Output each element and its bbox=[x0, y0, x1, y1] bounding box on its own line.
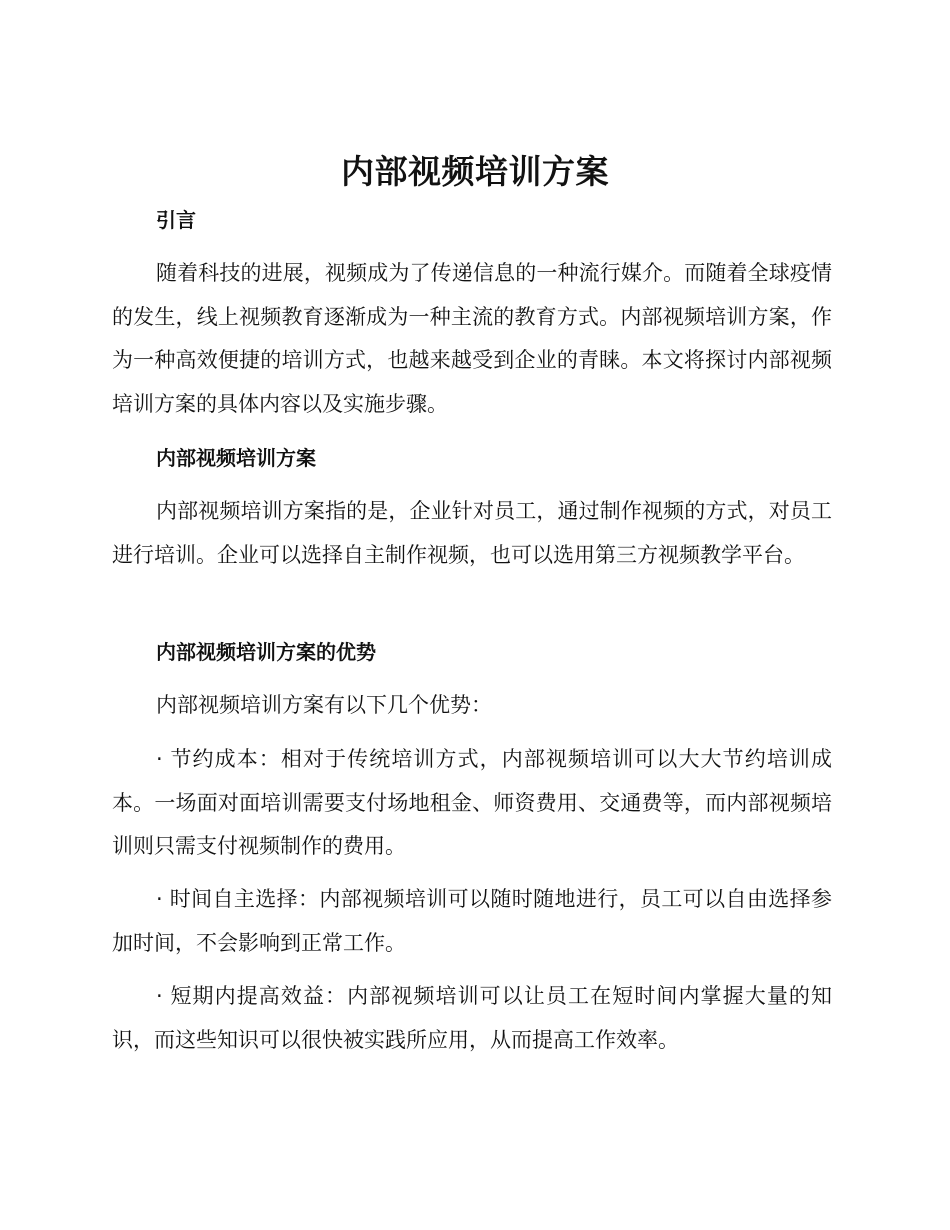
list-item-flexible-time: · 时间自主选择：内部视频培训可以随时随地进行，员工可以自由选择参加时间，不会影响到正常工作。 bbox=[112, 887, 832, 955]
paragraph-introduction: 随着科技的进展，视频成为了传递信息的一种流行媒介。而随着全球疫情的发生，线上视频教育逐渐成为一种主流的教育方式。内部视频培训方案，作为一种高效便捷的培训方式，也越来越受到企业的青睐。本文将探讨内部视频培训方案的具体内容以及实施步骤。 bbox=[112, 261, 832, 416]
section-heading-plan: 内部视频培训方案 bbox=[156, 446, 316, 470]
list-item-efficiency: · 短期内提高效益：内部视频培训可以让员工在短时间内掌握大量的知识，而这些知识可以很快被实践所应用，从而提高工作效率。 bbox=[112, 984, 832, 1052]
document-title: 内部视频培训方案 bbox=[341, 152, 609, 191]
paragraph-plan-definition: 内部视频培训方案指的是，企业针对员工，通过制作视频的方式，对员工进行培训。企业可以选择自主制作视频，也可以选用第三方视频教学平台。 bbox=[112, 499, 832, 567]
list-item-cost-saving: · 节约成本：相对于传统培训方式，内部视频培训可以大大节约培训成本。一场面对面培训需要支付场地租金、师资费用、交通费等，而内部视频培训则只需支付视频制作的费用。 bbox=[112, 747, 832, 858]
paragraph-advantages-intro: 内部视频培训方案有以下几个优势： bbox=[156, 693, 492, 717]
section-heading-advantages: 内部视频培训方案的优势 bbox=[156, 640, 376, 664]
section-heading-introduction: 引言 bbox=[156, 208, 196, 232]
